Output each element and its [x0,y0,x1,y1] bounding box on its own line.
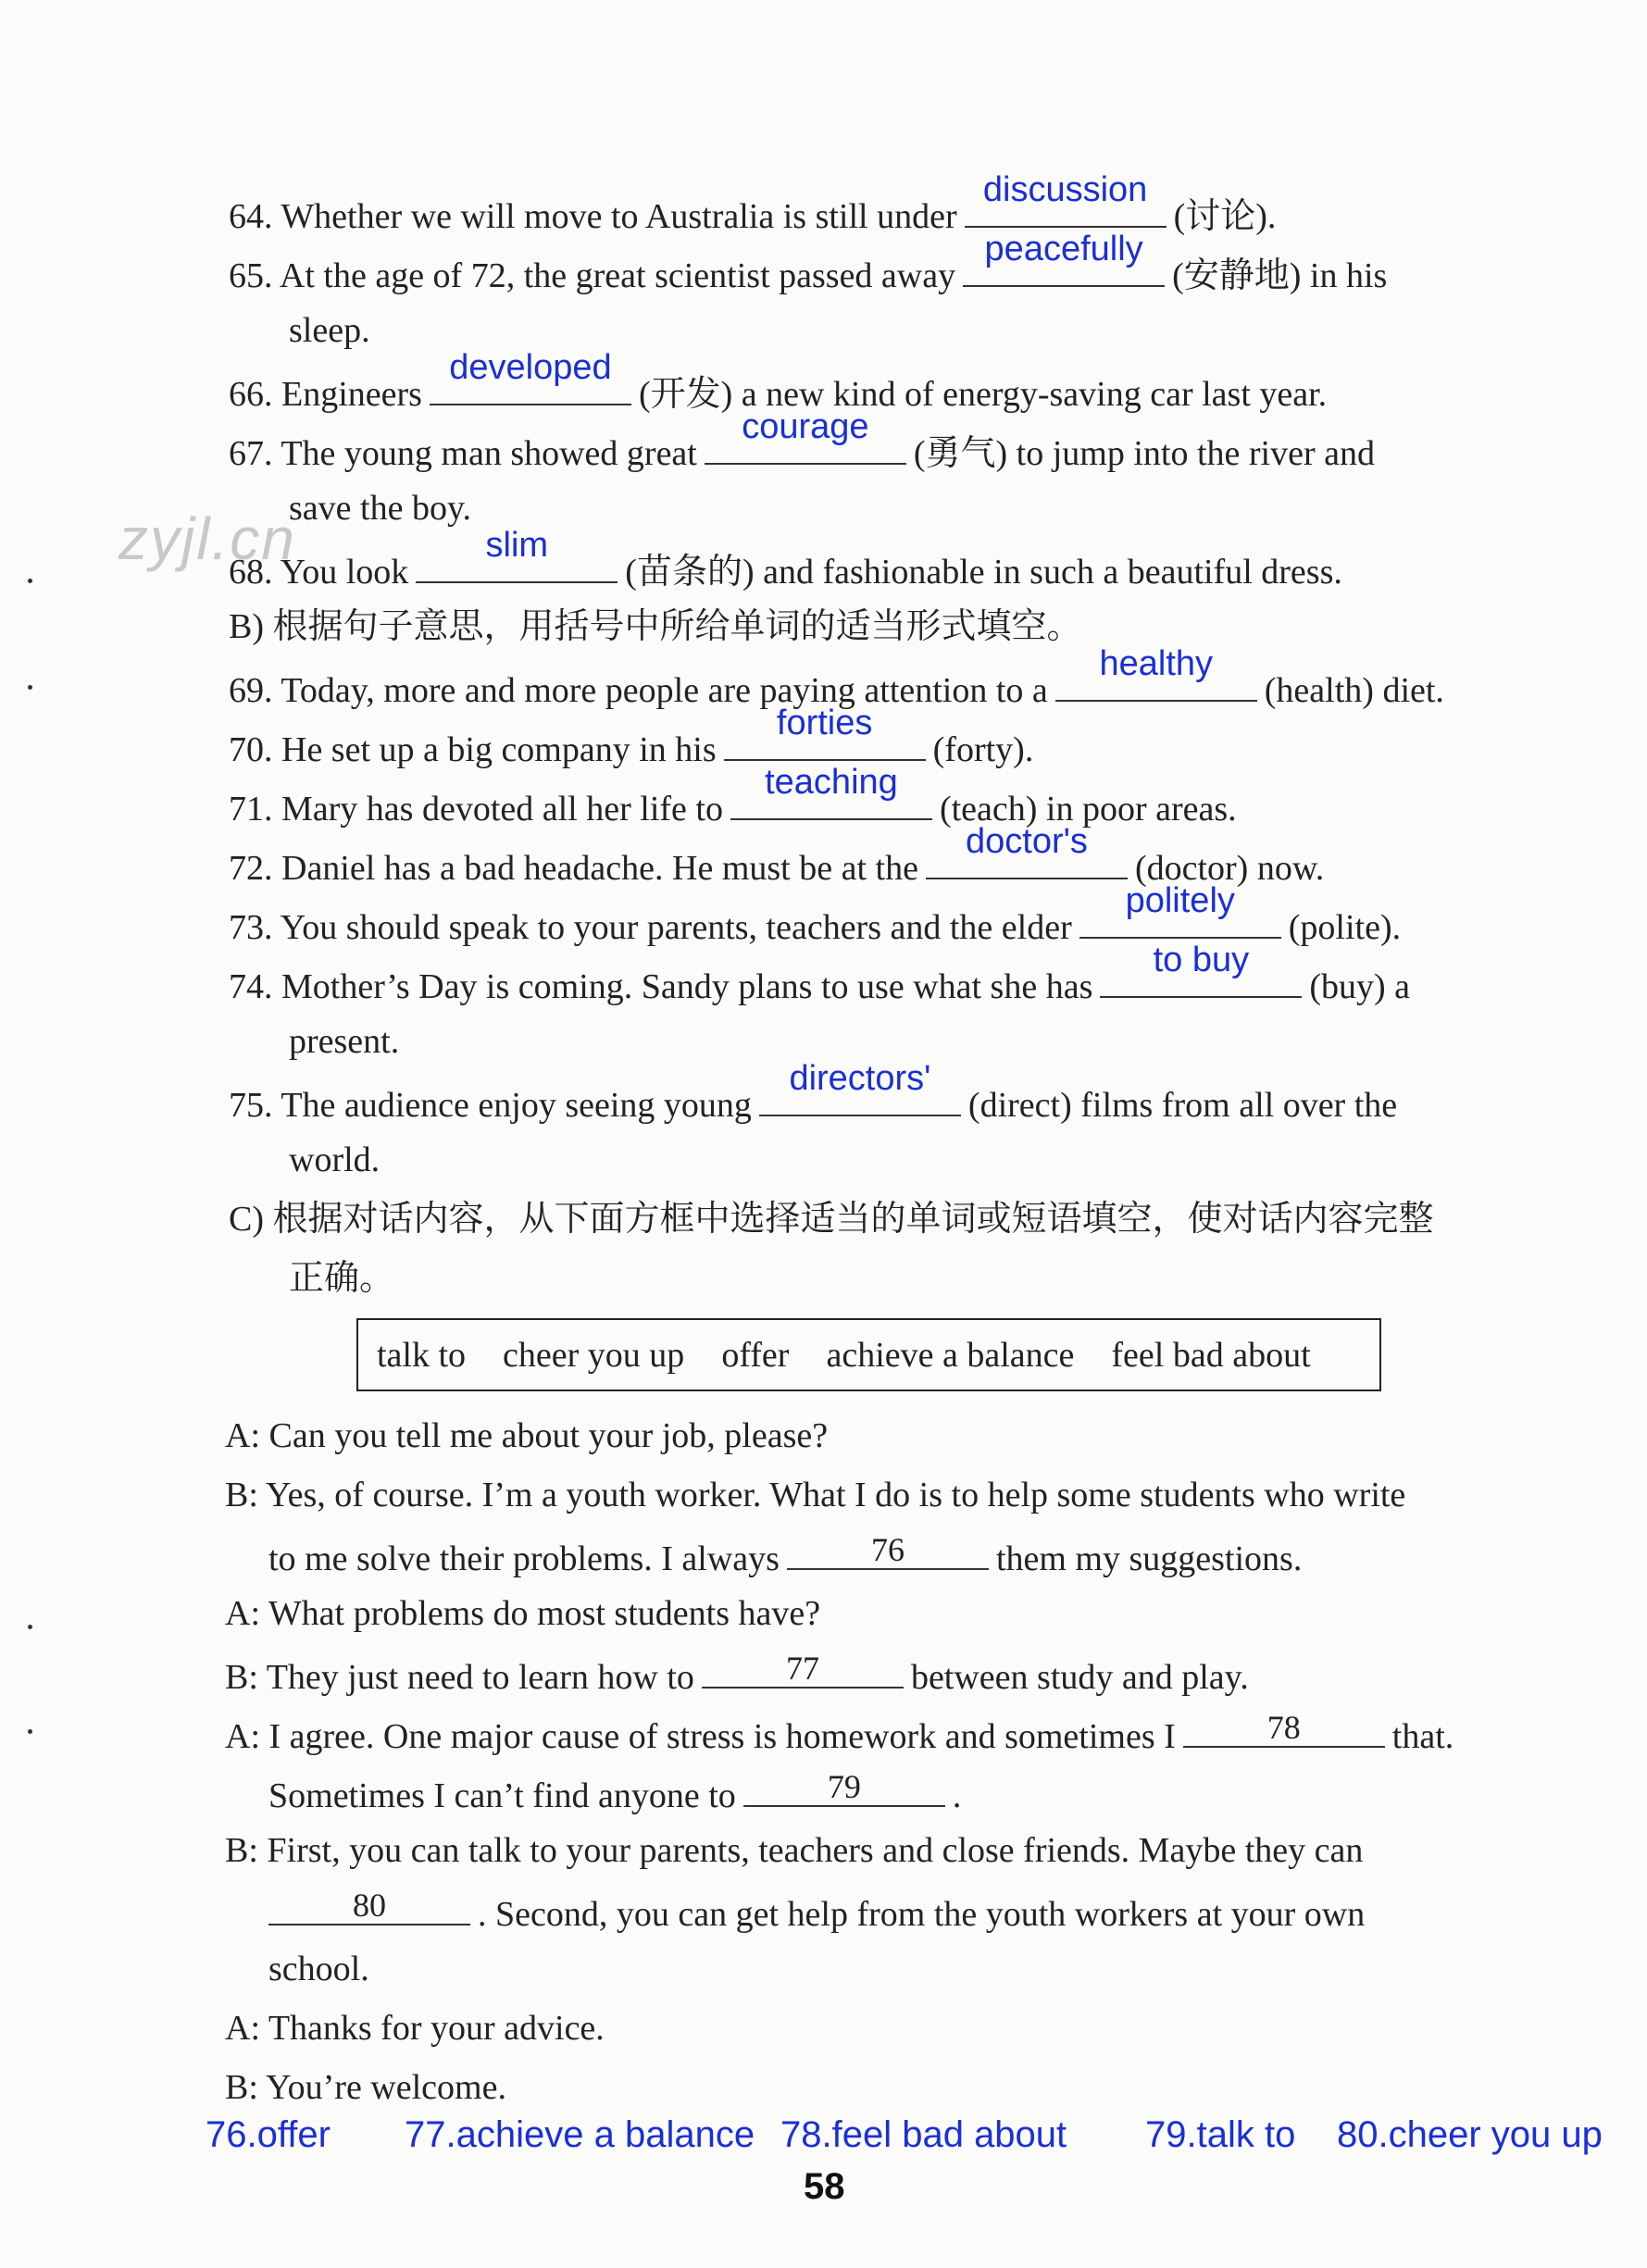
answer-blank[interactable]: politely [1079,905,1281,939]
dialogue-line: A: Thanks for your advice. [225,2009,605,2048]
word-box [356,1318,1381,1391]
answer-blank[interactable]: 80 [268,1892,470,1925]
word-option: talk to [377,1335,467,1375]
answer-key-80: 80.cheer you up [1337,2114,1603,2155]
watermark: zyjl.cn [119,505,296,572]
question-70: 70. He set up a big company in his forties (forty). [229,704,1034,769]
question-64: 64. Whether we will move to Australia is still under discussion (讨论). [229,170,1277,236]
question-68: 68. You look slim (苗条的) and fashionable in such a beautiful dress. [229,526,1342,592]
dialogue-line: Sometimes I can’t find anyone to 79 . [268,1768,962,1815]
margin-dot [28,1729,32,1734]
dialogue-line: B: Yes, of course. I’m a youth worker. What I do is to help some students who write [225,1476,1406,1514]
margin-dot [28,1625,32,1629]
dialogue-line: to me solve their problems. I always 76 them my suggestions. [268,1531,1303,1578]
answer-blank[interactable]: healthy [1055,668,1257,702]
answer-blank[interactable]: 79 [743,1774,945,1807]
dialogue-line: B: First, you can talk to your parents, teachers and close friends. Maybe they can [225,1831,1364,1870]
section-b-heading: B) 根据句子意思，用括号中所给单词的适当形式填空。 [229,607,1082,646]
dialogue-line: 80 . Second, you can get help from the youth workers at your own [261,1892,1365,1932]
word-option: feel bad about [1111,1335,1311,1375]
answer-blank[interactable]: peacefully [963,254,1165,287]
answer-blank[interactable]: discussion [965,194,1167,228]
word-option: offer [721,1335,790,1375]
question-67: 67. The young man showed great courage (勇气) to jump into the river and [229,407,1375,473]
question-66: 66. Engineers developed (开发) a new kind of energy-saving car last year. [229,348,1328,414]
answer-blank[interactable]: courage [705,431,906,465]
question-74: 74. Mother’s Day is coming. Sandy plans to use what she has to buy (buy) a [229,941,1411,1006]
dialogue-line: school. [268,1950,369,1988]
answer-blank[interactable]: doctor's [926,846,1128,879]
answer-key-77: 77.achieve a balance [405,2114,755,2155]
answer-blank[interactable]: developed [430,372,631,405]
dialogue-line: A: Can you tell me about your job, please? [225,1416,829,1455]
page-number: 58 [804,2166,845,2207]
dialogue-line: B: You’re welcome. [225,2068,506,2107]
section-c-heading-cont: 正确。 [289,1259,395,1298]
question-69: 69. Today, more and more people are paying attention to a healthy (health) diet. [229,644,1444,710]
question-75: 75. The audience enjoy seeing young directors' (direct) films from all over the [229,1059,1398,1125]
answer-blank[interactable]: directors' [759,1083,961,1116]
answer-blank[interactable]: 77 [702,1655,904,1689]
answer-key-78: 78.feel bad about [780,2114,1067,2155]
answer-key-79: 79.talk to [1145,2114,1296,2155]
question-72: 72. Daniel has a bad headache. He must be at the doctor's (doctor) now. [229,822,1325,888]
question-65-cont: sleep. [289,311,370,350]
answer-blank[interactable]: slim [416,550,618,583]
answer-blank[interactable]: 76 [787,1537,989,1570]
margin-dot [28,685,32,690]
question-71: 71. Mary has devoted all her life to teaching (teach) in poor areas. [229,763,1237,829]
word-option: cheer you up [503,1335,685,1375]
dialogue-line: B: They just need to learn how to 77 between study and play. [225,1650,1249,1697]
question-73: 73. You should speak to your parents, teachers and the elder politely (polite). [229,881,1402,947]
question-75-cont: world. [289,1140,381,1179]
question-65: 65. At the age of 72, the great scientist passed away peacefully (安静地) in his [229,230,1388,295]
answer-blank[interactable]: teaching [730,787,932,820]
dialogue-line: A: I agree. One major cause of stress is homework and sometimes I 78 that. [225,1709,1454,1756]
answer-key-76: 76.offer [206,2114,331,2155]
answer-blank[interactable]: to buy [1100,965,1302,998]
word-option: achieve a balance [826,1335,1075,1375]
section-c-heading: C) 根据对话内容，从下面方框中选择适当的单词或短语填空，使对话内容完整 [229,1200,1434,1239]
question-67-cont: save the boy. [289,489,471,528]
question-74-cont: present. [289,1022,400,1061]
margin-dot [28,579,32,583]
dialogue-line: A: What problems do most students have? [225,1594,821,1633]
answer-blank[interactable]: 78 [1183,1714,1385,1748]
answer-blank[interactable]: forties [724,728,926,761]
